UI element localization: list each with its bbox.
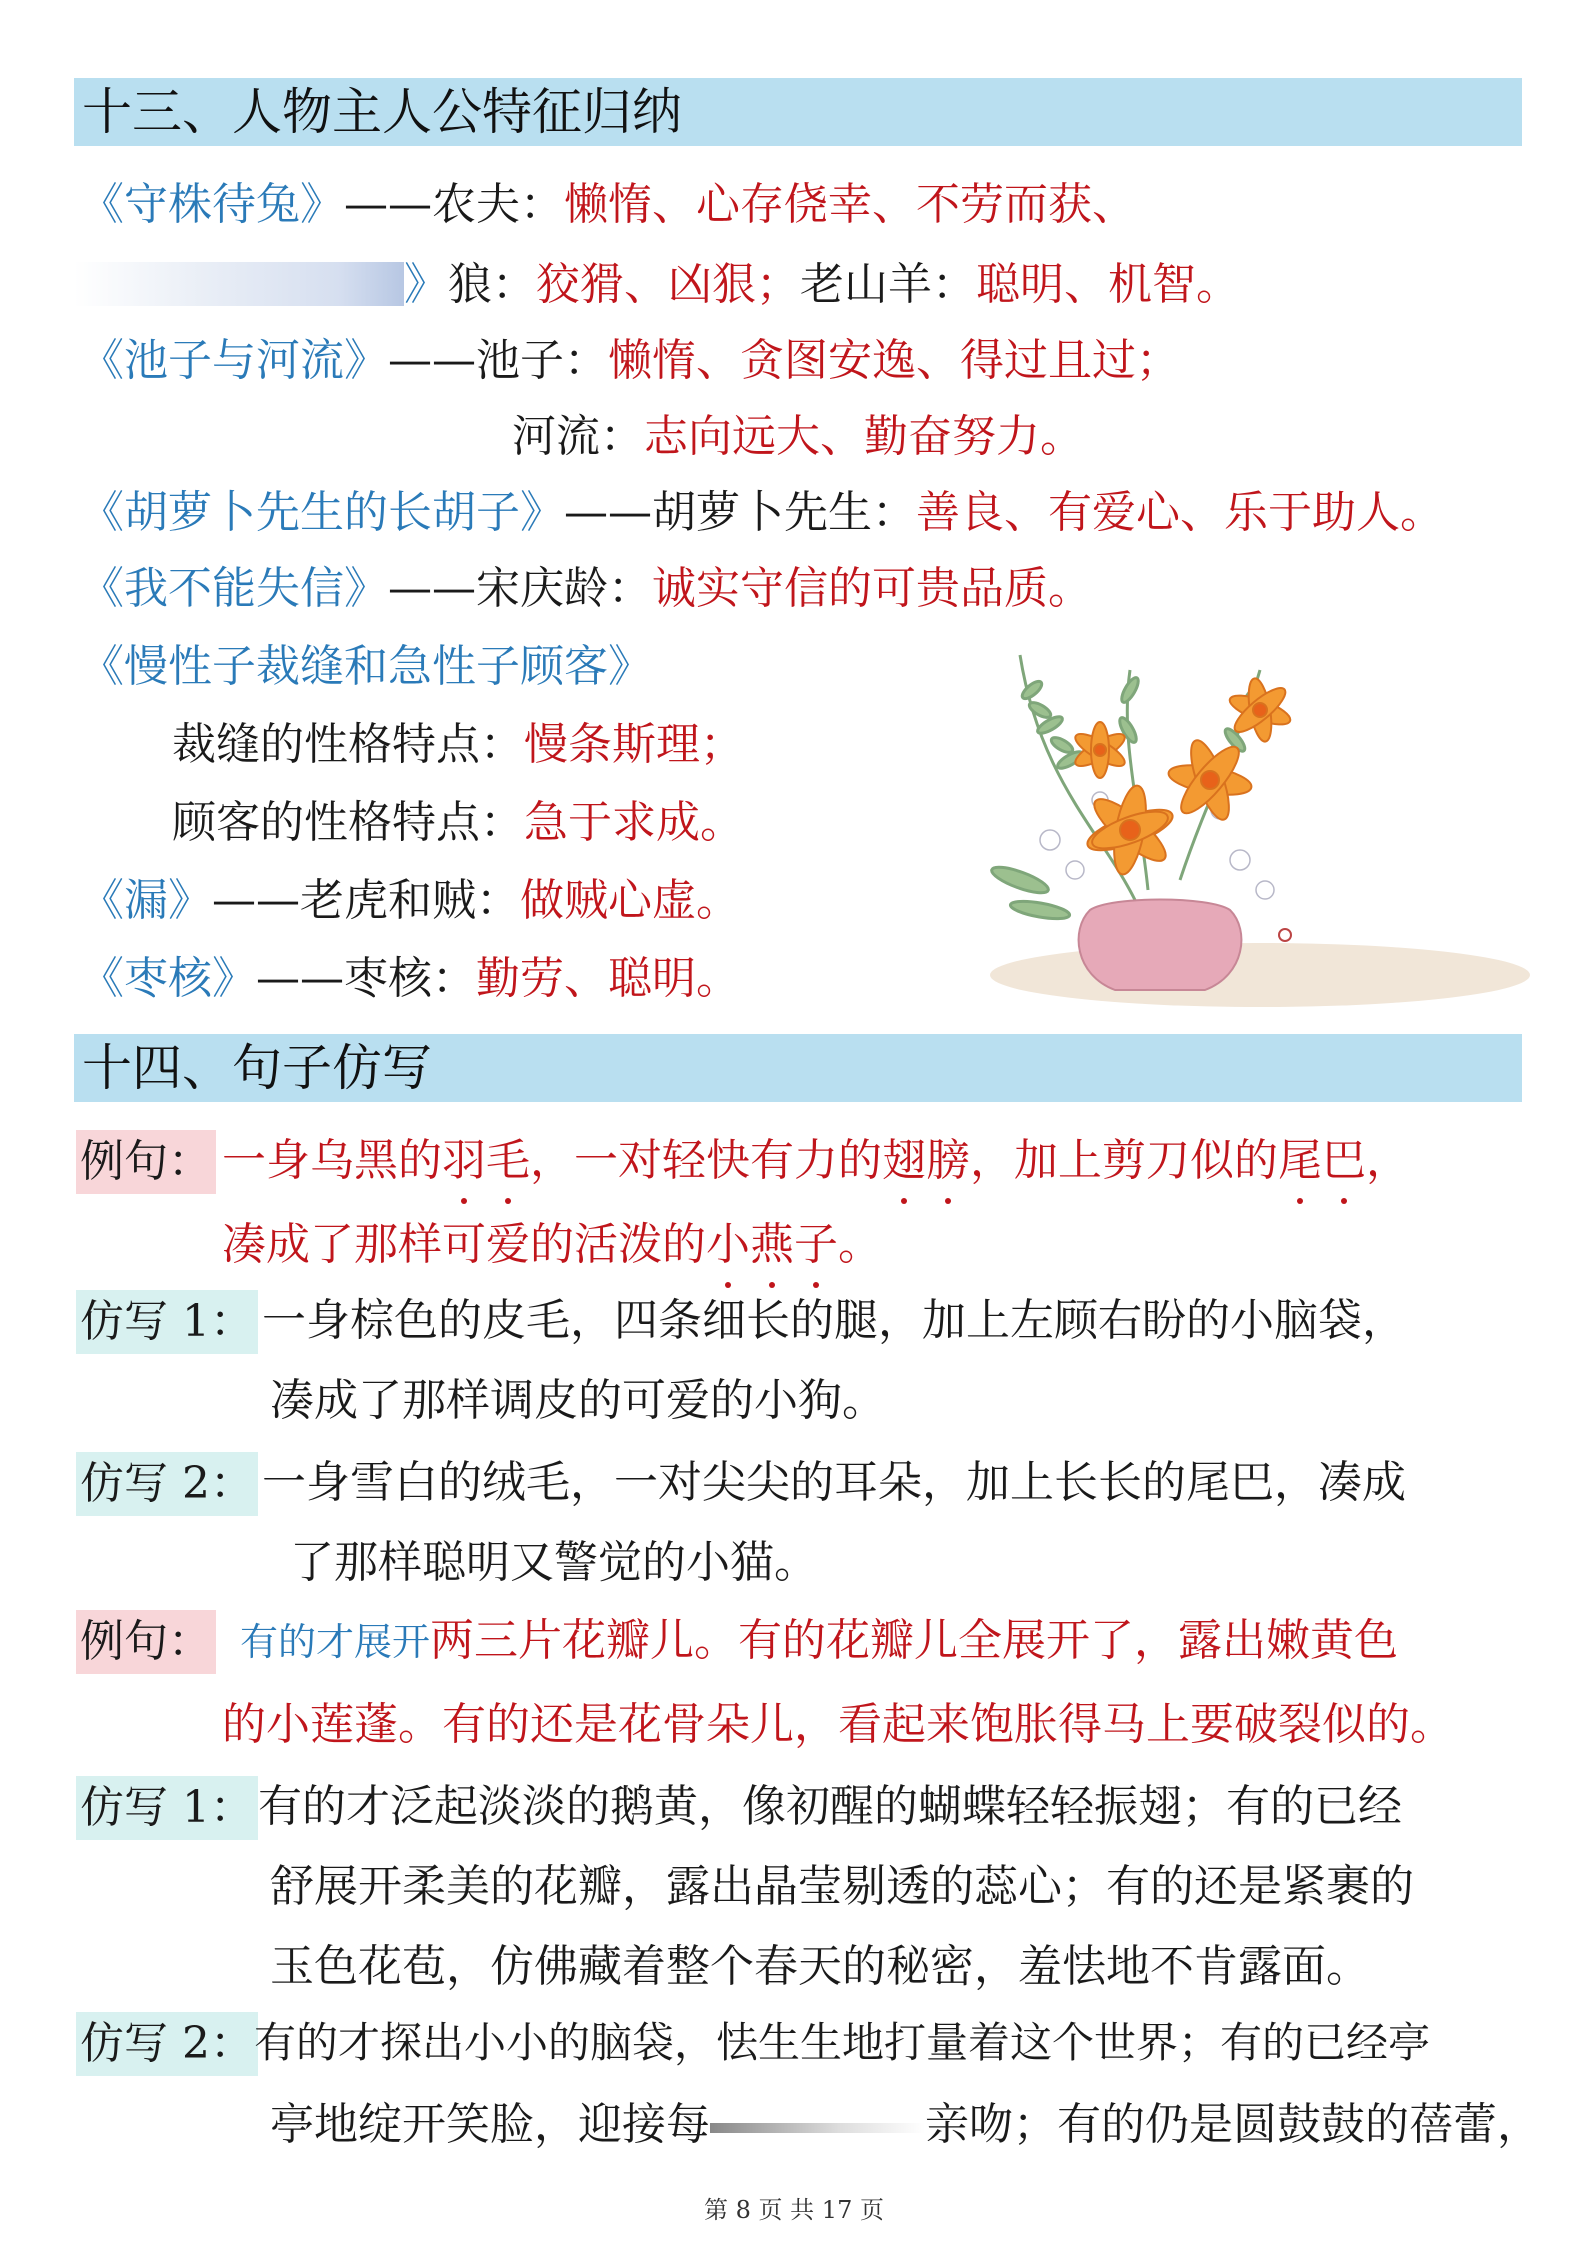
- traits-text: 慢条斯理；: [524, 719, 744, 770]
- lily-vase-illustration: [980, 630, 1540, 1020]
- text-segment: ，一对轻快有力的: [530, 1135, 882, 1186]
- row-zaohe: [80, 944, 740, 1014]
- emphasis-char: 羽: [442, 1126, 486, 1196]
- example1-line2: [222, 1210, 882, 1280]
- imitation1-label: 仿写 1：: [76, 1290, 258, 1354]
- orange-lilies: [1071, 677, 1293, 877]
- book-title: 《我不能失信》: [80, 563, 388, 614]
- traits-text: 诚实守信的可贵品质。: [652, 563, 1092, 614]
- row-heliu: [512, 402, 1084, 472]
- row-shixin: [80, 554, 1092, 624]
- imitation4-line1: 有的才探出小小的脑袋，怯生生地打量着这个世界；有的已经亭: [254, 2018, 1431, 2067]
- text-segment: 有的才展开: [240, 1620, 431, 1664]
- book-title-end: 》: [404, 259, 448, 310]
- character-label: 顾客的性格特点：: [172, 797, 524, 848]
- text-segment: 亲吻；有的仍是圆鼓鼓的蓓蕾，: [925, 2099, 1541, 2150]
- imitation2-line1: 一身雪白的绒毛，一对尖尖的耳朵，加上长长的尾巴，凑成: [262, 1457, 1406, 1508]
- vase: [1079, 900, 1242, 991]
- text-segment: 花瓣儿全展开了，露出嫩黄色: [826, 1615, 1399, 1666]
- redacted-blur: [710, 2123, 925, 2133]
- traits-text: 善良、有爱心、乐于助人。: [916, 487, 1444, 538]
- row-huluobo: [80, 478, 1444, 548]
- character-label: 裁缝的性格特点：: [172, 719, 524, 770]
- character-label: ——老虎和贼：: [212, 875, 520, 926]
- example2-line2: 的小莲蓬。有的还是花骨朵儿，看起来饱胀得马上要破裂似的。: [222, 1699, 1454, 1750]
- imitation1-line2: 凑成了那样调皮的可爱的小狗。: [270, 1375, 886, 1426]
- row-chizi: [80, 326, 1180, 396]
- text-segment: 一身乌黑的: [222, 1135, 442, 1186]
- imitation3-line1: 有的才泛起淡淡的鹅黄，像初醒的蝴蝶轻轻振翅；有的已经: [258, 1781, 1402, 1832]
- character-label: ——胡萝卜先生：: [564, 487, 916, 538]
- row-guke: [172, 788, 744, 858]
- row-caifeng-title: [80, 632, 652, 702]
- character-label: ——宋庆龄：: [388, 563, 652, 614]
- character-label: 河流：: [512, 411, 644, 462]
- emphasis-char: 毛: [486, 1126, 530, 1196]
- row-wolf: [404, 250, 1240, 320]
- imitation4-line2: [270, 2090, 1541, 2160]
- page-number: 第 8 页 共 17 页: [704, 2196, 884, 2224]
- book-title: 《漏》: [80, 875, 212, 926]
- emphasis-char: 子: [794, 1210, 838, 1280]
- imitation2-line2: 了那样聪明又警觉的小猫。: [290, 1537, 818, 1588]
- imitation2-label: 仿写 2：: [76, 1452, 258, 1516]
- row-caifeng: [172, 710, 744, 780]
- seal-stamp: [1279, 929, 1291, 941]
- traits-text: 懒惰、心存侥幸、不劳而获、: [564, 179, 1136, 230]
- character-label: ——池子：: [388, 335, 608, 386]
- table-surface: [990, 943, 1530, 1007]
- section13-title: 十三、人物主人公特征归纳: [82, 83, 682, 141]
- blurred-book-title: [74, 262, 404, 306]
- imitation3-label: 仿写 1：: [76, 1776, 258, 1840]
- section14-title: 十四、句子仿写: [82, 1039, 432, 1097]
- emphasis-char: 翅: [882, 1126, 926, 1196]
- traits-text: 狡猾、凶狠；: [536, 259, 800, 310]
- character-label: ——枣核：: [256, 953, 476, 1004]
- example2-label: 例句：: [76, 1610, 216, 1674]
- book-title: 《池子与河流》: [80, 335, 388, 386]
- character-label: 老山羊：: [800, 259, 976, 310]
- example-label: 例句：: [76, 1130, 216, 1194]
- imitation3-line2: 舒展开柔美的花瓣，露出晶莹剔透的蕊心；有的还是紧裹的: [270, 1861, 1414, 1912]
- example1-line1: [222, 1126, 1410, 1196]
- text-segment: 凑成了那样可爱的活泼的: [222, 1219, 706, 1270]
- emphasis-char: 小: [706, 1210, 750, 1280]
- text-segment: ，加上剪刀似的: [970, 1135, 1278, 1186]
- row-lou: [80, 866, 740, 936]
- emphasis-char: 膀: [926, 1126, 970, 1196]
- book-title: 《慢性子裁缝和急性子顾客》: [80, 641, 652, 692]
- traits-text: 做贼心虚。: [520, 875, 740, 926]
- text-segment: 。: [838, 1219, 882, 1270]
- emphasis-char: 尾: [1278, 1126, 1322, 1196]
- traits-text: 聪明、机智。: [976, 259, 1240, 310]
- emphasis-char: 巴: [1322, 1126, 1366, 1196]
- character-label: 狼：: [448, 259, 536, 310]
- traits-text: 懒惰、贪图安逸、得过且过；: [608, 335, 1180, 386]
- book-title: 《枣核》: [80, 953, 256, 1004]
- imitation1-line1: 一身棕色的皮毛，四条细长的腿，加上左顾右盼的小脑袋，: [262, 1295, 1406, 1346]
- traits-text: 勤劳、聪明。: [476, 953, 740, 1004]
- book-title: 《守株待兔》: [80, 179, 344, 230]
- example2-line1: [240, 1606, 1398, 1677]
- row-shouzhudaitu: [80, 170, 1136, 240]
- emphasis-char: 燕: [750, 1210, 794, 1280]
- text-segment: 两三片花瓣儿。有的: [430, 1615, 827, 1666]
- book-title: 《胡萝卜先生的长胡子》: [80, 487, 564, 538]
- traits-text: 急于求成。: [524, 797, 744, 848]
- text-segment: 亭地绽开笑脸，迎接每: [270, 2099, 710, 2150]
- imitation3-line3: 玉色花苞，仿佛藏着整个春天的秘密，羞怯地不肯露面。: [270, 1941, 1370, 1992]
- traits-text: 志向远大、勤奋努力。: [644, 411, 1084, 462]
- text-segment: ，: [1366, 1135, 1410, 1186]
- character-label: ——农夫：: [344, 179, 564, 230]
- imitation4-label: 仿写 2：: [76, 2012, 258, 2076]
